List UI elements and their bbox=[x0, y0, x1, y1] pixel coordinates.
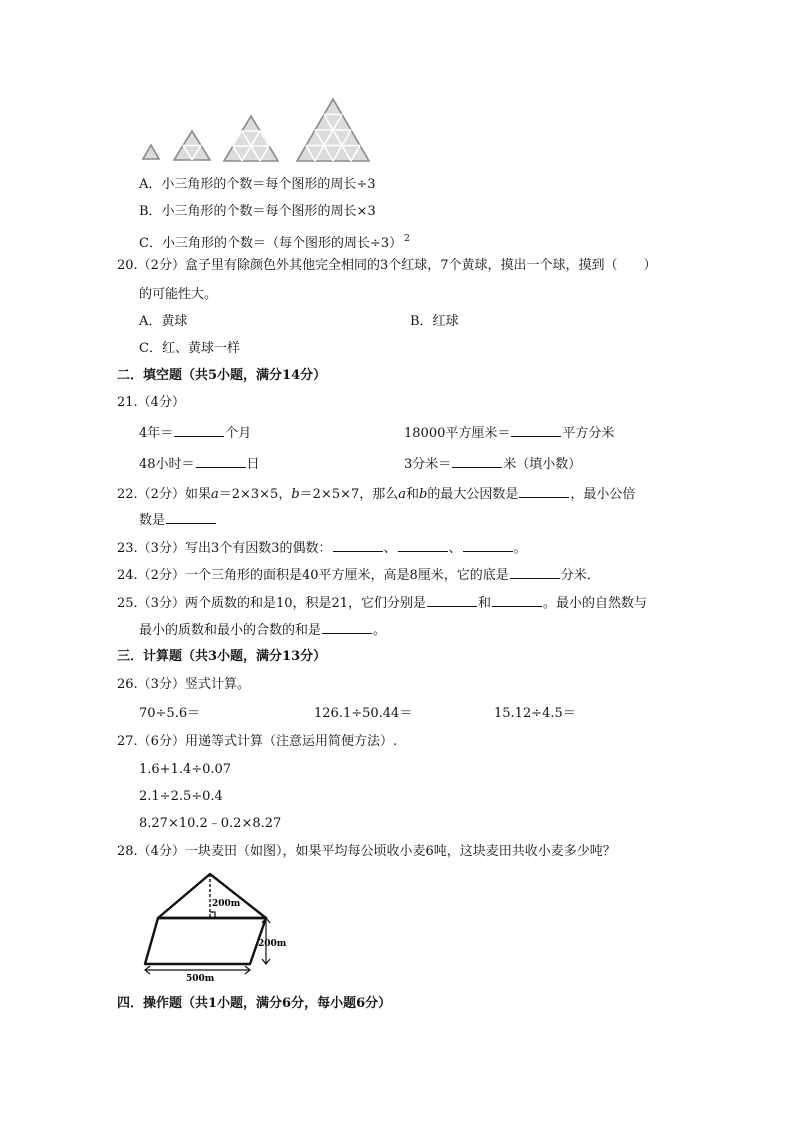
section-2-heading: 二．填空题（共5小题，满分14分） bbox=[117, 368, 327, 383]
q19-option-c-text: C．小三角形的个数＝（每个图形的周长÷3） bbox=[139, 236, 403, 251]
label-triangle-height: 200m bbox=[212, 899, 241, 909]
q23: 23.（3分）写出3个有因数3的偶数： 、 、 。 bbox=[117, 541, 527, 556]
q19-option-c-superscript: 2 bbox=[404, 234, 410, 244]
q26-head: 26.（3分）竖式计算。 bbox=[117, 677, 250, 692]
q21-item-b: 18000平方厘米＝ 平方分米 bbox=[404, 426, 615, 441]
q27-expr-1: 1.6+1.4÷0.07 bbox=[139, 762, 232, 777]
q20-option-c: C．红、黄球一样 bbox=[139, 341, 240, 356]
q20-stem-line2: 的可能性大。 bbox=[139, 287, 218, 302]
q24: 24.（2分）一个三角形的面积是40平方厘米，高是8厘米，它的底是 分米． bbox=[117, 568, 600, 583]
label-base: 500m bbox=[186, 974, 215, 984]
q27-head: 27.（6分）用递等式计算（注意运用简便方法）. bbox=[117, 734, 398, 749]
q21-head: 21.（4分） bbox=[117, 395, 185, 410]
q20-stem-line1: 20.（2分）盒子里有除颜色外其他完全相同的3个红球，7个黄球，摸出一个球，摸到（ ） bbox=[117, 258, 657, 273]
q25-line2: 最小的质数和最小的合数的和是 。 bbox=[139, 623, 387, 638]
q27-expr-3: 8.27×10.2﹣0.2×8.27 bbox=[139, 816, 282, 831]
q27-expr-2: 2.1÷2.5÷0.4 bbox=[139, 789, 223, 804]
q26-expr-1: 70÷5.6＝ bbox=[139, 706, 201, 721]
section-3-heading: 三．计算题（共3小题，满分13分） bbox=[117, 649, 327, 664]
label-trapezoid-height: 200m bbox=[258, 939, 287, 949]
q19-option-a: A．小三角形的个数＝每个图形的周长÷3 bbox=[139, 177, 376, 192]
q19-option-b: B．小三角形的个数＝每个图形的周长×3 bbox=[139, 204, 376, 219]
q21-item-a: 4年＝ 个月 bbox=[139, 426, 252, 441]
q21-item-d: 3分米＝ 米（填小数） bbox=[404, 457, 582, 472]
q22-line1: 22.（2分）如果a＝2×3×5，b＝2×5×7，那么a和b的最大公因数是 ，最小公倍 bbox=[117, 487, 636, 502]
q28-head: 28.（4分）一块麦田（如图），如果平均每公顷收小麦6吨，这块麦田共收小麦多少吨？ bbox=[117, 844, 616, 859]
section-4-heading: 四．操作题（共1小题，满分6分，每小题6分） bbox=[117, 996, 392, 1011]
q21-item-c: 48小时＝ 日 bbox=[139, 457, 260, 472]
field-trapezoid bbox=[145, 918, 266, 964]
q26-expr-2: 126.1÷50.44＝ bbox=[314, 706, 413, 721]
q20-option-b: B．红球 bbox=[410, 314, 459, 329]
q26-expr-3: 15.12÷4.5＝ bbox=[494, 706, 576, 721]
q22-line2: 数是 bbox=[139, 511, 217, 530]
q25-line1: 25.（3分）两个质数的和是10，积是21，它们分别是 和 。最小的自然数与 bbox=[117, 596, 648, 611]
q20-option-a: A．黄球 bbox=[139, 314, 188, 329]
